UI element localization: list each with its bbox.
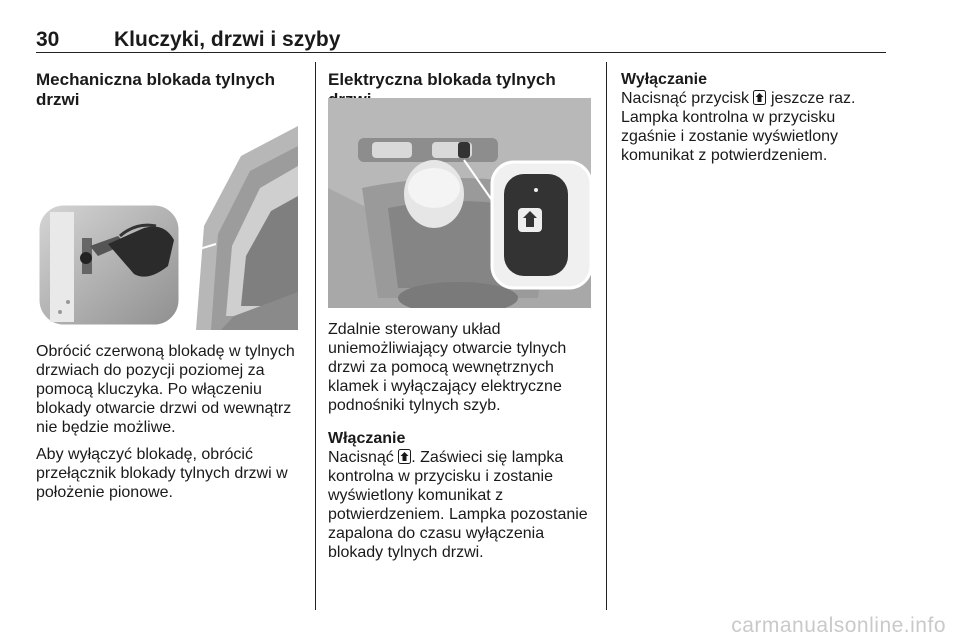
column-divider-1 <box>315 62 316 610</box>
chapter-title: Kluczyki, drzwi i szyby <box>114 28 341 51</box>
column-divider-2 <box>606 62 607 610</box>
door-key-illustration <box>36 116 298 330</box>
disable-instruction <box>621 89 886 165</box>
subheading-disable: Wyłączanie <box>621 71 707 88</box>
header-rule <box>36 52 886 53</box>
page-number: 30 <box>36 28 60 51</box>
enable-text-before: Nacisnąć <box>328 449 394 466</box>
subheading-enable: Włączanie <box>328 430 406 447</box>
watermark: carmanualsonline.info <box>731 614 946 637</box>
disable-text-before: Nacisnąć przycisk <box>621 90 750 107</box>
enable-instruction <box>328 448 598 562</box>
column-1-text <box>36 342 304 502</box>
child-lock-icon <box>753 90 766 105</box>
column-3 <box>621 70 886 165</box>
column-2-text <box>328 320 598 562</box>
figure-mechanical-lock <box>36 116 298 330</box>
enable-text-after: . Zaświeci się lampka kontrolna w przycisku i zostanie wyświetlony komunikat z potwierdzeniem. Lampka pozostanie zapalona do czasu wyłączenia blokady tylnych drzwi. <box>328 449 588 561</box>
child-lock-icon <box>398 449 411 464</box>
console-button-illustration <box>328 98 591 308</box>
figure-electric-lock <box>328 98 591 308</box>
electric-lock-description: Zdalnie sterowany układ uniemożliwiający otwarcie tylnych drzwi za pomocą wewnętrznych klamek i wyłączający elektryczne podnośniki tylnych szyb. <box>328 321 567 414</box>
mechanical-lock-disable: Aby wyłączyć blokadę, obrócić przełącznik blokady tylnych drzwi w położenie pionowe. <box>36 446 288 501</box>
page-header <box>36 28 886 52</box>
mechanical-lock-instruction: Obrócić czerwoną blokadę w tylnych drzwiach do pozycji poziomej za pomocą kluczyka. Po włączeniu blokady otwarcie drzwi od wewnątrz nie będzie możliwe. <box>36 343 295 436</box>
disable-text-after: jeszcze raz. Lampka kontrolna w przycisku zgaśnie i zostanie wyświetlony komunikat z potwierdzeniem. <box>621 90 856 164</box>
column-1 <box>36 70 304 110</box>
section-heading-mechanical-lock: Mechaniczna blokada tylnych drzwi <box>36 70 276 109</box>
section-heading-electric-lock: Elektryczna blokada tylnych <box>328 70 556 89</box>
